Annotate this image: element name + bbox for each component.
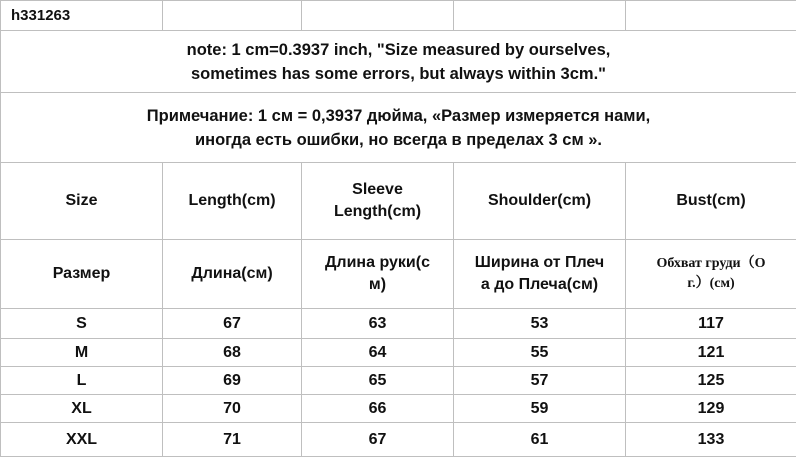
note-ru-line-2: иногда есть ошибки, но всегда в пределах 3 см ».	[1, 128, 796, 152]
header-length: Length(cm)	[163, 163, 302, 240]
table-row	[1, 309, 796, 339]
header-ru-shoulder-line-1: Ширина от Плеч	[454, 252, 625, 274]
header-sleeve-line-2: Length(cm)	[302, 201, 453, 223]
note-en-row	[1, 31, 796, 93]
cell-bust: 121	[626, 339, 796, 367]
header-ru-shoulder-line-2: а до Плеча(см)	[454, 274, 625, 296]
cell-length: 69	[163, 367, 302, 395]
cell-size: M	[1, 339, 163, 367]
cell-shoulder: 55	[454, 339, 626, 367]
header-ru-length: Длина(см)	[163, 240, 302, 309]
note-english	[1, 31, 796, 93]
cell-bust: 133	[626, 423, 796, 457]
cell-length: 67	[163, 309, 302, 339]
table-row	[1, 395, 796, 423]
cell-bust: 129	[626, 395, 796, 423]
cell-length: 68	[163, 339, 302, 367]
cell-sleeve: 63	[302, 309, 454, 339]
empty-cell	[302, 1, 454, 31]
header-ru-bust	[626, 240, 796, 309]
header-ru-sleeve-line-1: Длина руки(с	[302, 252, 453, 274]
cell-shoulder: 53	[454, 309, 626, 339]
table-row	[1, 339, 796, 367]
header-shoulder: Shoulder(cm)	[454, 163, 626, 240]
header-bust: Bust(cm)	[626, 163, 796, 240]
note-en-line-2: sometimes has some errors, but always within 3cm."	[1, 62, 796, 86]
code-row	[1, 1, 796, 31]
note-russian	[1, 93, 796, 163]
cell-size: L	[1, 367, 163, 395]
cell-shoulder: 61	[454, 423, 626, 457]
note-en-line-1: note: 1 cm=0.3937 inch, "Size measured by ourselves,	[1, 38, 796, 62]
header-ru-sleeve-line-2: м)	[302, 274, 453, 296]
header-size: Size	[1, 163, 163, 240]
header-ru-bust-line-2: г.）(см)	[626, 274, 796, 294]
cell-sleeve: 67	[302, 423, 454, 457]
cell-bust: 117	[626, 309, 796, 339]
header-ru-sleeve	[302, 240, 454, 309]
cell-size: XL	[1, 395, 163, 423]
header-ru-row	[1, 240, 796, 309]
cell-sleeve: 66	[302, 395, 454, 423]
header-sleeve	[302, 163, 454, 240]
product-code: h331263	[1, 1, 163, 31]
cell-length: 71	[163, 423, 302, 457]
header-ru-shoulder	[454, 240, 626, 309]
empty-cell	[163, 1, 302, 31]
header-ru-size: Размер	[1, 240, 163, 309]
note-ru-row	[1, 93, 796, 163]
header-en-row	[1, 163, 796, 240]
table-row	[1, 423, 796, 457]
table-row	[1, 367, 796, 395]
cell-bust: 125	[626, 367, 796, 395]
cell-sleeve: 64	[302, 339, 454, 367]
cell-size: S	[1, 309, 163, 339]
note-ru-line-1: Примечание: 1 см = 0,3937 дюйма, «Размер измеряется нами,	[1, 104, 796, 128]
empty-cell	[626, 1, 796, 31]
cell-sleeve: 65	[302, 367, 454, 395]
empty-cell	[454, 1, 626, 31]
cell-shoulder: 57	[454, 367, 626, 395]
cell-size: XXL	[1, 423, 163, 457]
cell-length: 70	[163, 395, 302, 423]
cell-shoulder: 59	[454, 395, 626, 423]
header-ru-bust-line-1: Обхват груди（О	[626, 254, 796, 274]
header-sleeve-line-1: Sleeve	[302, 179, 453, 201]
